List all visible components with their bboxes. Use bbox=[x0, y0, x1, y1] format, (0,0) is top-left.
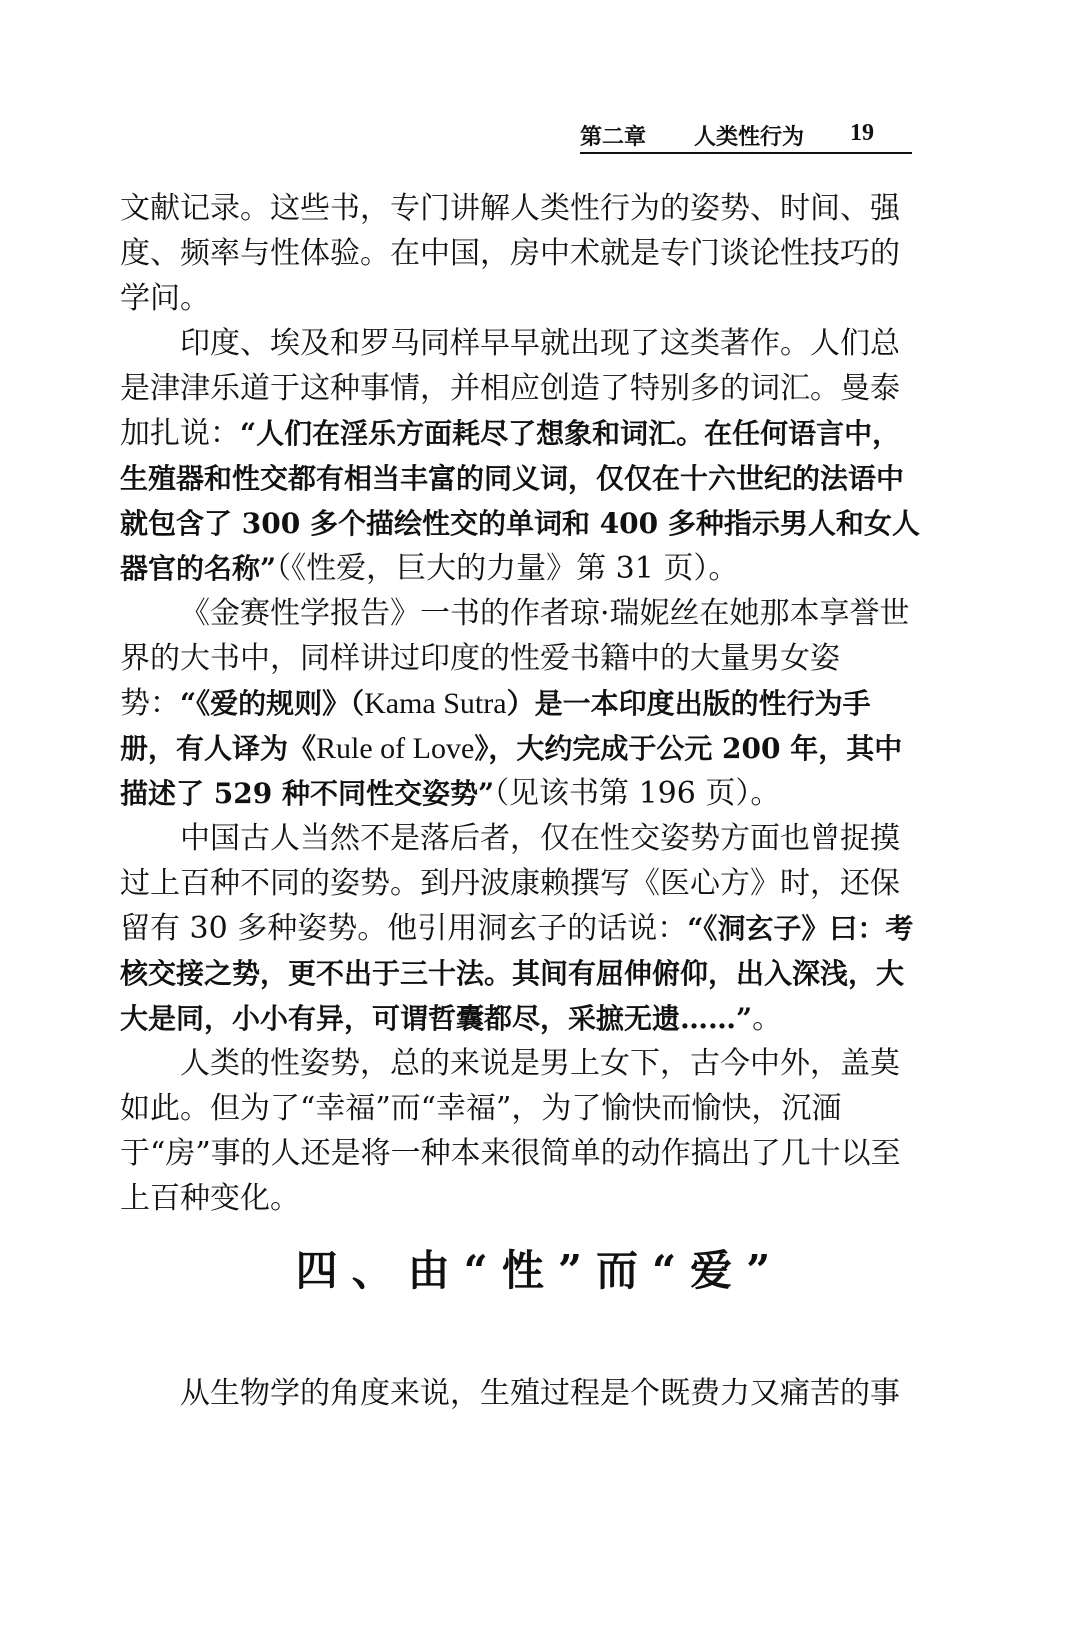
text-run: 《金赛性学报告》一书的作者琼·瑞妮丝在她那本享誉世界的大书中，同样讲过印度的性爱书籍中的大量男女姿势： bbox=[120, 596, 910, 721]
quote-text: 》，大约完成于公元 200 年，其中描述了 529 种不同性交姿势” bbox=[120, 732, 903, 810]
quote-text: ）是一本印度出版的性行为手册，有人译为《 bbox=[120, 687, 871, 765]
paragraph: 从生物学的角度来说，生殖过程是个既费力又痛苦的事 bbox=[180, 1376, 900, 1411]
latin-text: Kama Sutra bbox=[364, 687, 507, 720]
quote-text: “《洞玄子》曰：考核交接之势，更不出于三十法。其间有屈伸俯仰，出入深浅，大大是同，小小有异，可谓哲囊都尽，采摭无遗……” bbox=[120, 912, 914, 1035]
paragraph bbox=[120, 591, 920, 816]
running-header bbox=[580, 118, 912, 154]
paragraph bbox=[120, 816, 920, 1041]
text-run: 中国古人当然不是落后者，仅在性交姿势方面也曾捉摸过上百种不同的姿势。到丹波康赖撰写《医心方》时，还保留有 30 多种姿势。他引用洞玄子的话说： bbox=[120, 821, 900, 946]
latin-text: Rule of Love bbox=[316, 732, 475, 765]
chapter-title: 人类性行为 bbox=[694, 124, 805, 150]
paragraph bbox=[120, 321, 920, 591]
text-run: 文献记录。这些书，专门讲解人类性行为的姿势、时间、强度、频率与性体验。在中国，房中术就是专门谈论性技巧的学问。 bbox=[120, 191, 900, 316]
text-run: 人类的性姿势，总的来说是男上女下，古今中外，盖莫如此。但为了“幸福”而“幸福”，为了愉快而愉快，沉湎于“房”事的人还是将一种本来很简单的动作搞出了几十以至上百种变化。 bbox=[120, 1046, 901, 1216]
text-run: （见该书第 196 页）。 bbox=[494, 776, 781, 811]
text-run: 印度、埃及和罗马同样早早就出现了这类著作。人们总是津津乐道于这种事情，并相应创造了特别多的词汇。曼泰加扎说： bbox=[120, 326, 900, 451]
body-text bbox=[120, 186, 920, 1221]
paragraph bbox=[120, 1041, 920, 1221]
section-heading: 四、由“性”而“爱” bbox=[295, 1246, 785, 1295]
text-run: （《性爱，巨大的力量》第 31 页）。 bbox=[276, 551, 739, 586]
text-run: 。 bbox=[752, 1001, 783, 1036]
paragraph bbox=[120, 186, 920, 321]
page-number: 19 bbox=[850, 120, 874, 146]
chapter-label: 第二章 bbox=[580, 124, 647, 150]
quote-text: “《爱的规则》（ bbox=[180, 687, 365, 720]
quote-text: “人们在淫乐方面耗尽了想象和词汇。在任何语言中，生殖器和性交都有相当丰富的同义词，仅仅在十六世纪的法语中就包含了 300 多个描绘性交的单词和 400 多种指示男人和女人器官的名称” bbox=[120, 417, 920, 585]
